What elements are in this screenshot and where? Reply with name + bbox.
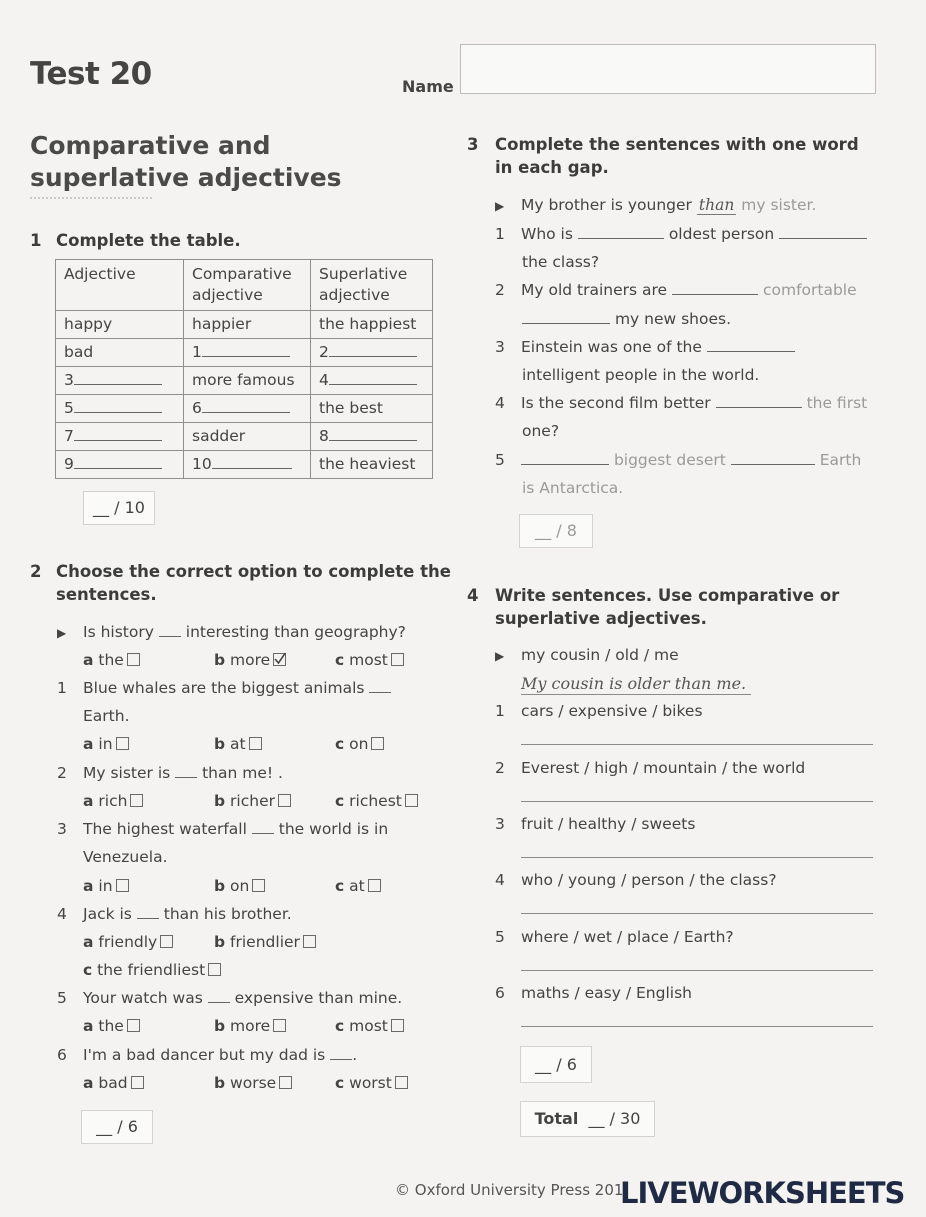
checkbox[interactable] [116,737,129,750]
question-number: 4 [495,871,505,889]
question-blank [252,833,274,834]
question-blank [208,1002,230,1003]
table-row [56,451,433,479]
option-c[interactable]: c at [335,876,381,896]
question-number: 5 [495,928,505,946]
answer-line[interactable] [521,1026,873,1027]
option-a[interactable]: a the [83,1016,140,1036]
question-number: 5 [57,989,67,1007]
option-c[interactable]: c most [335,1016,404,1036]
option-label: on [349,735,369,753]
question-text: My sister is [83,764,171,782]
question-text: My old trainers are [521,281,668,299]
question-number: 2 [495,759,505,777]
answer-line[interactable] [521,857,873,858]
answer-cell[interactable] [56,367,184,395]
checkbox[interactable] [368,879,381,892]
header-comparative: Comparative adjective [184,260,311,311]
section-2-number: 2 [30,562,42,581]
gap-question-2-line2 [522,309,731,329]
answer-blank[interactable] [329,384,417,385]
question-1-line2: Earth. [83,707,130,725]
option-label: friendlier [230,933,300,951]
answer-cell[interactable] [56,423,184,451]
example-text: interesting than geography? [185,623,406,641]
option-label: more [230,651,271,669]
checkbox[interactable] [252,879,265,892]
question-number: 1 [495,225,505,243]
example-answer: than [698,196,735,214]
answer-blank[interactable] [522,323,610,324]
option-label: on [230,877,250,895]
question-prompt: Everest / high / mountain / the world [521,759,806,777]
answer-cell[interactable] [311,339,433,367]
example-prompt: my cousin / old / me [521,646,679,664]
option-label: more [230,1017,271,1035]
option-a[interactable]: a friendly [83,932,173,952]
section-4-instruction: Write sentences. Use comparative or superlative adjectives. [495,586,840,628]
answer-blank[interactable] [716,407,802,408]
write-question-1 [495,701,703,721]
checkbox[interactable] [208,963,221,976]
table-row [56,423,433,451]
gap-question-1-line2: the class? [522,253,600,271]
table-cell: the heaviest [311,451,433,479]
test-title: Test 20 [30,56,152,92]
question-text: Who is [521,225,573,243]
option-label: bad [98,1074,128,1092]
example-answer: My cousin is older than me. [521,673,751,695]
question-number: 5 [495,451,505,469]
question-number: 3 [495,338,505,356]
example-arrow-icon: ▶ [495,199,505,213]
question-number: 3 [57,820,67,838]
option-b[interactable]: b richer [214,791,291,811]
option-label: at [349,877,365,895]
blank-number: 1 [192,343,202,361]
section-4-heading [467,584,877,630]
checkbox[interactable] [391,1019,404,1032]
blank-number: 8 [319,427,329,445]
table-cell: the happiest [311,311,433,339]
checked-checkbox [273,653,286,666]
section-3-heading [467,133,877,179]
option-label: the friendliest [97,961,206,979]
answer-cell[interactable] [56,395,184,423]
gap-question-2 [495,280,857,300]
checkbox[interactable] [405,794,418,807]
question-text: I'm a bad dancer but my dad is [83,1046,326,1064]
option-c[interactable]: c richest [335,791,418,811]
blank-number: 9 [64,455,74,473]
question-number: 2 [57,764,67,782]
option-a[interactable]: a rich [83,791,143,811]
blank-number: 6 [192,399,202,417]
answer-cell[interactable] [311,367,433,395]
table-cell: the best [311,395,433,423]
checkbox[interactable] [303,935,316,948]
question-prompt: maths / easy / English [521,984,692,1002]
write-question-5 [495,927,734,947]
question-number: 1 [57,679,67,697]
checkbox[interactable] [116,879,129,892]
section-2-heading [30,560,460,606]
question-prompt: fruit / healthy / sweets [521,815,696,833]
unit-title: Comparative and superlative adjectives [30,131,342,192]
option-c[interactable]: c worst [335,1073,408,1093]
option-label: at [230,735,246,753]
section-2-example [57,622,406,643]
option-a[interactable]: a in [83,876,129,896]
question-text: Earth [819,451,862,469]
answer-blank[interactable] [74,412,162,413]
option-label: worse [230,1074,277,1092]
question-text: Blue whales are the biggest animals [83,679,365,697]
answer-blank[interactable] [74,384,162,385]
table-cell: happier [184,311,311,339]
example-text: Is history [83,623,154,641]
question-number: 1 [495,702,505,720]
section-4-number: 4 [467,586,479,605]
header-superlative: Superlative adjective [311,260,433,311]
blank-number: 2 [319,343,329,361]
gap-question-3 [495,337,795,357]
name-label: Name [402,77,454,96]
example-text: My brother is younger [521,196,692,214]
section-1-heading [30,229,241,252]
checkbox[interactable] [130,794,143,807]
checkbox[interactable] [131,1076,144,1089]
question-text: . [352,1046,358,1064]
example-option-c: c most [335,650,404,670]
question-text: Einstein was one of the [521,338,702,356]
option-a[interactable]: a in [83,734,129,754]
checkbox [391,653,404,666]
option-label: richer [230,792,275,810]
option-label: richest [349,792,402,810]
answer-blank[interactable] [74,440,162,441]
table-header-row [56,260,433,311]
blank-number: 3 [64,371,74,389]
section-3-instruction: Complete the sentences with one word in each gap. [495,135,859,177]
option-label: in [98,877,113,895]
gap-question-1 [495,224,867,244]
section-3-number: 3 [467,135,479,154]
option-b[interactable]: b more [214,1016,286,1036]
option-a[interactable]: a bad [83,1073,144,1093]
adjective-table [55,259,433,479]
gap-question-5-line2: is Antarctica. [522,479,624,497]
answer-blank[interactable] [329,356,417,357]
option-label: worst [349,1074,392,1092]
table-cell: more famous [184,367,311,395]
copyright-text: © Oxford University Press 201 [395,1181,624,1199]
question-text: the world is in [278,820,389,838]
question-text: Your watch was [83,989,203,1007]
gap-question-3-line2: intelligent people in the world. [522,366,760,384]
section-2-instruction: Choose the correct option to complete the sentences. [56,562,451,604]
section-1-score: __ / 10 [83,491,155,525]
question-blank [137,918,159,919]
answer-cell[interactable] [184,395,311,423]
question-blank [369,692,391,693]
answer-blank[interactable] [521,464,609,465]
answer-blank[interactable] [212,468,292,469]
checkbox[interactable] [127,1019,140,1032]
option-label: most [349,651,388,669]
question-text: Is the second film better [521,394,711,412]
answer-line[interactable] [521,801,873,802]
question-text: oldest person [668,225,775,243]
blank-number: 7 [64,427,74,445]
question-text: Jack is [83,905,132,923]
checkmark-icon [274,653,286,665]
table-cell: bad [56,339,184,367]
checkbox[interactable] [279,1076,292,1089]
blank-number: 10 [192,455,212,473]
gap-question-4-line2: one? [522,422,560,440]
answer-line[interactable] [521,744,873,745]
example-text: my sister. [741,196,817,214]
total-score: __ / 30 [588,1109,641,1128]
answer-blank[interactable] [779,238,867,239]
answer-blank[interactable] [578,238,664,239]
question-prompt: who / young / person / the class? [521,871,777,889]
answer-blank[interactable] [329,440,417,441]
blank-number: 4 [319,371,329,389]
section-1-number: 1 [30,231,42,250]
checkbox[interactable] [160,935,173,948]
checkbox [127,653,140,666]
option-b[interactable]: b worse [214,1073,292,1093]
question-6 [57,1045,357,1065]
question-text: The highest waterfall [83,820,247,838]
write-question-4 [495,870,777,890]
write-question-6 [495,983,692,1003]
question-text: than me! . [202,764,283,782]
total-label: Total [534,1109,579,1128]
gap-question-5 [495,450,861,470]
title-divider [30,197,152,199]
blank-number: 5 [64,399,74,417]
table-row [56,311,433,339]
checkbox[interactable] [371,737,384,750]
question-number: 6 [57,1046,67,1064]
section-1-instruction: Complete the table. [56,231,241,250]
write-question-2 [495,758,805,778]
answer-cell[interactable] [184,451,311,479]
option-label: the [98,1017,124,1035]
header-adjective: Adjective [56,260,184,311]
example-option-a: a the [83,650,140,670]
answer-cell[interactable] [56,451,184,479]
question-prompt: cars / expensive / bikes [521,702,703,720]
question-1 [57,678,391,698]
option-b[interactable]: b on [214,876,265,896]
answer-cell[interactable] [311,423,433,451]
question-text: my new shoes. [614,310,732,328]
question-blank [330,1059,352,1060]
example-arrow-icon: ▶ [495,649,505,663]
question-number: 6 [495,984,505,1002]
answer-line[interactable] [521,913,873,914]
option-label: the [98,651,124,669]
checkbox[interactable] [249,737,262,750]
option-c[interactable]: c on [335,734,384,754]
answer-line[interactable] [521,970,873,971]
checkbox[interactable] [278,794,291,807]
question-number: 4 [495,394,505,412]
answer-blank[interactable] [74,468,162,469]
table-row [56,339,433,367]
answer-cell[interactable] [184,339,311,367]
checkbox[interactable] [395,1076,408,1089]
question-text: expensive than mine. [234,989,403,1007]
question-2 [57,763,283,783]
name-field[interactable] [460,44,876,94]
question-5 [57,988,402,1008]
section-4-example [495,645,679,666]
example-blank [159,636,181,637]
question-4 [57,904,292,924]
question-number: 3 [495,815,505,833]
option-label: friendly [98,933,158,951]
question-number: 4 [57,905,67,923]
question-blank [175,777,197,778]
question-3 [57,819,388,839]
question-text: the first [806,394,868,412]
example-option-b: b more [214,650,286,670]
table-cell: happy [56,311,184,339]
example-arrow-icon: ▶ [57,626,67,640]
option-label: rich [98,792,128,810]
section-4-score: __ / 6 [520,1046,592,1083]
table-row [56,395,433,423]
question-text: biggest desert [613,451,726,469]
total-score-box [520,1101,655,1137]
question-prompt: where / wet / place / Earth? [521,928,734,946]
question-text: than his brother. [163,905,292,923]
table-row [56,367,433,395]
option-b[interactable]: b friendlier [214,932,316,952]
checkbox[interactable] [273,1019,286,1032]
option-c[interactable]: c the friendliest [83,960,221,980]
answer-blank[interactable] [707,351,795,352]
answer-blank[interactable] [731,464,815,465]
answer-blank[interactable] [202,356,290,357]
gap-question-4 [495,393,867,413]
question-number: 2 [495,281,505,299]
option-label: most [349,1017,388,1035]
write-question-3 [495,814,695,834]
section-3-score: __ / 8 [519,514,593,548]
question-text: comfortable [762,281,857,299]
question-3-line2: Venezuela. [83,848,168,866]
answer-blank[interactable] [672,294,758,295]
table-cell: sadder [184,423,311,451]
section-2-score: __ / 6 [81,1110,153,1144]
section-3-example [495,195,816,216]
answer-blank[interactable] [202,412,290,413]
option-b[interactable]: b at [214,734,262,754]
liveworksheets-logo: LIVEWORKSHEETS [620,1176,905,1210]
option-label: in [98,735,113,753]
